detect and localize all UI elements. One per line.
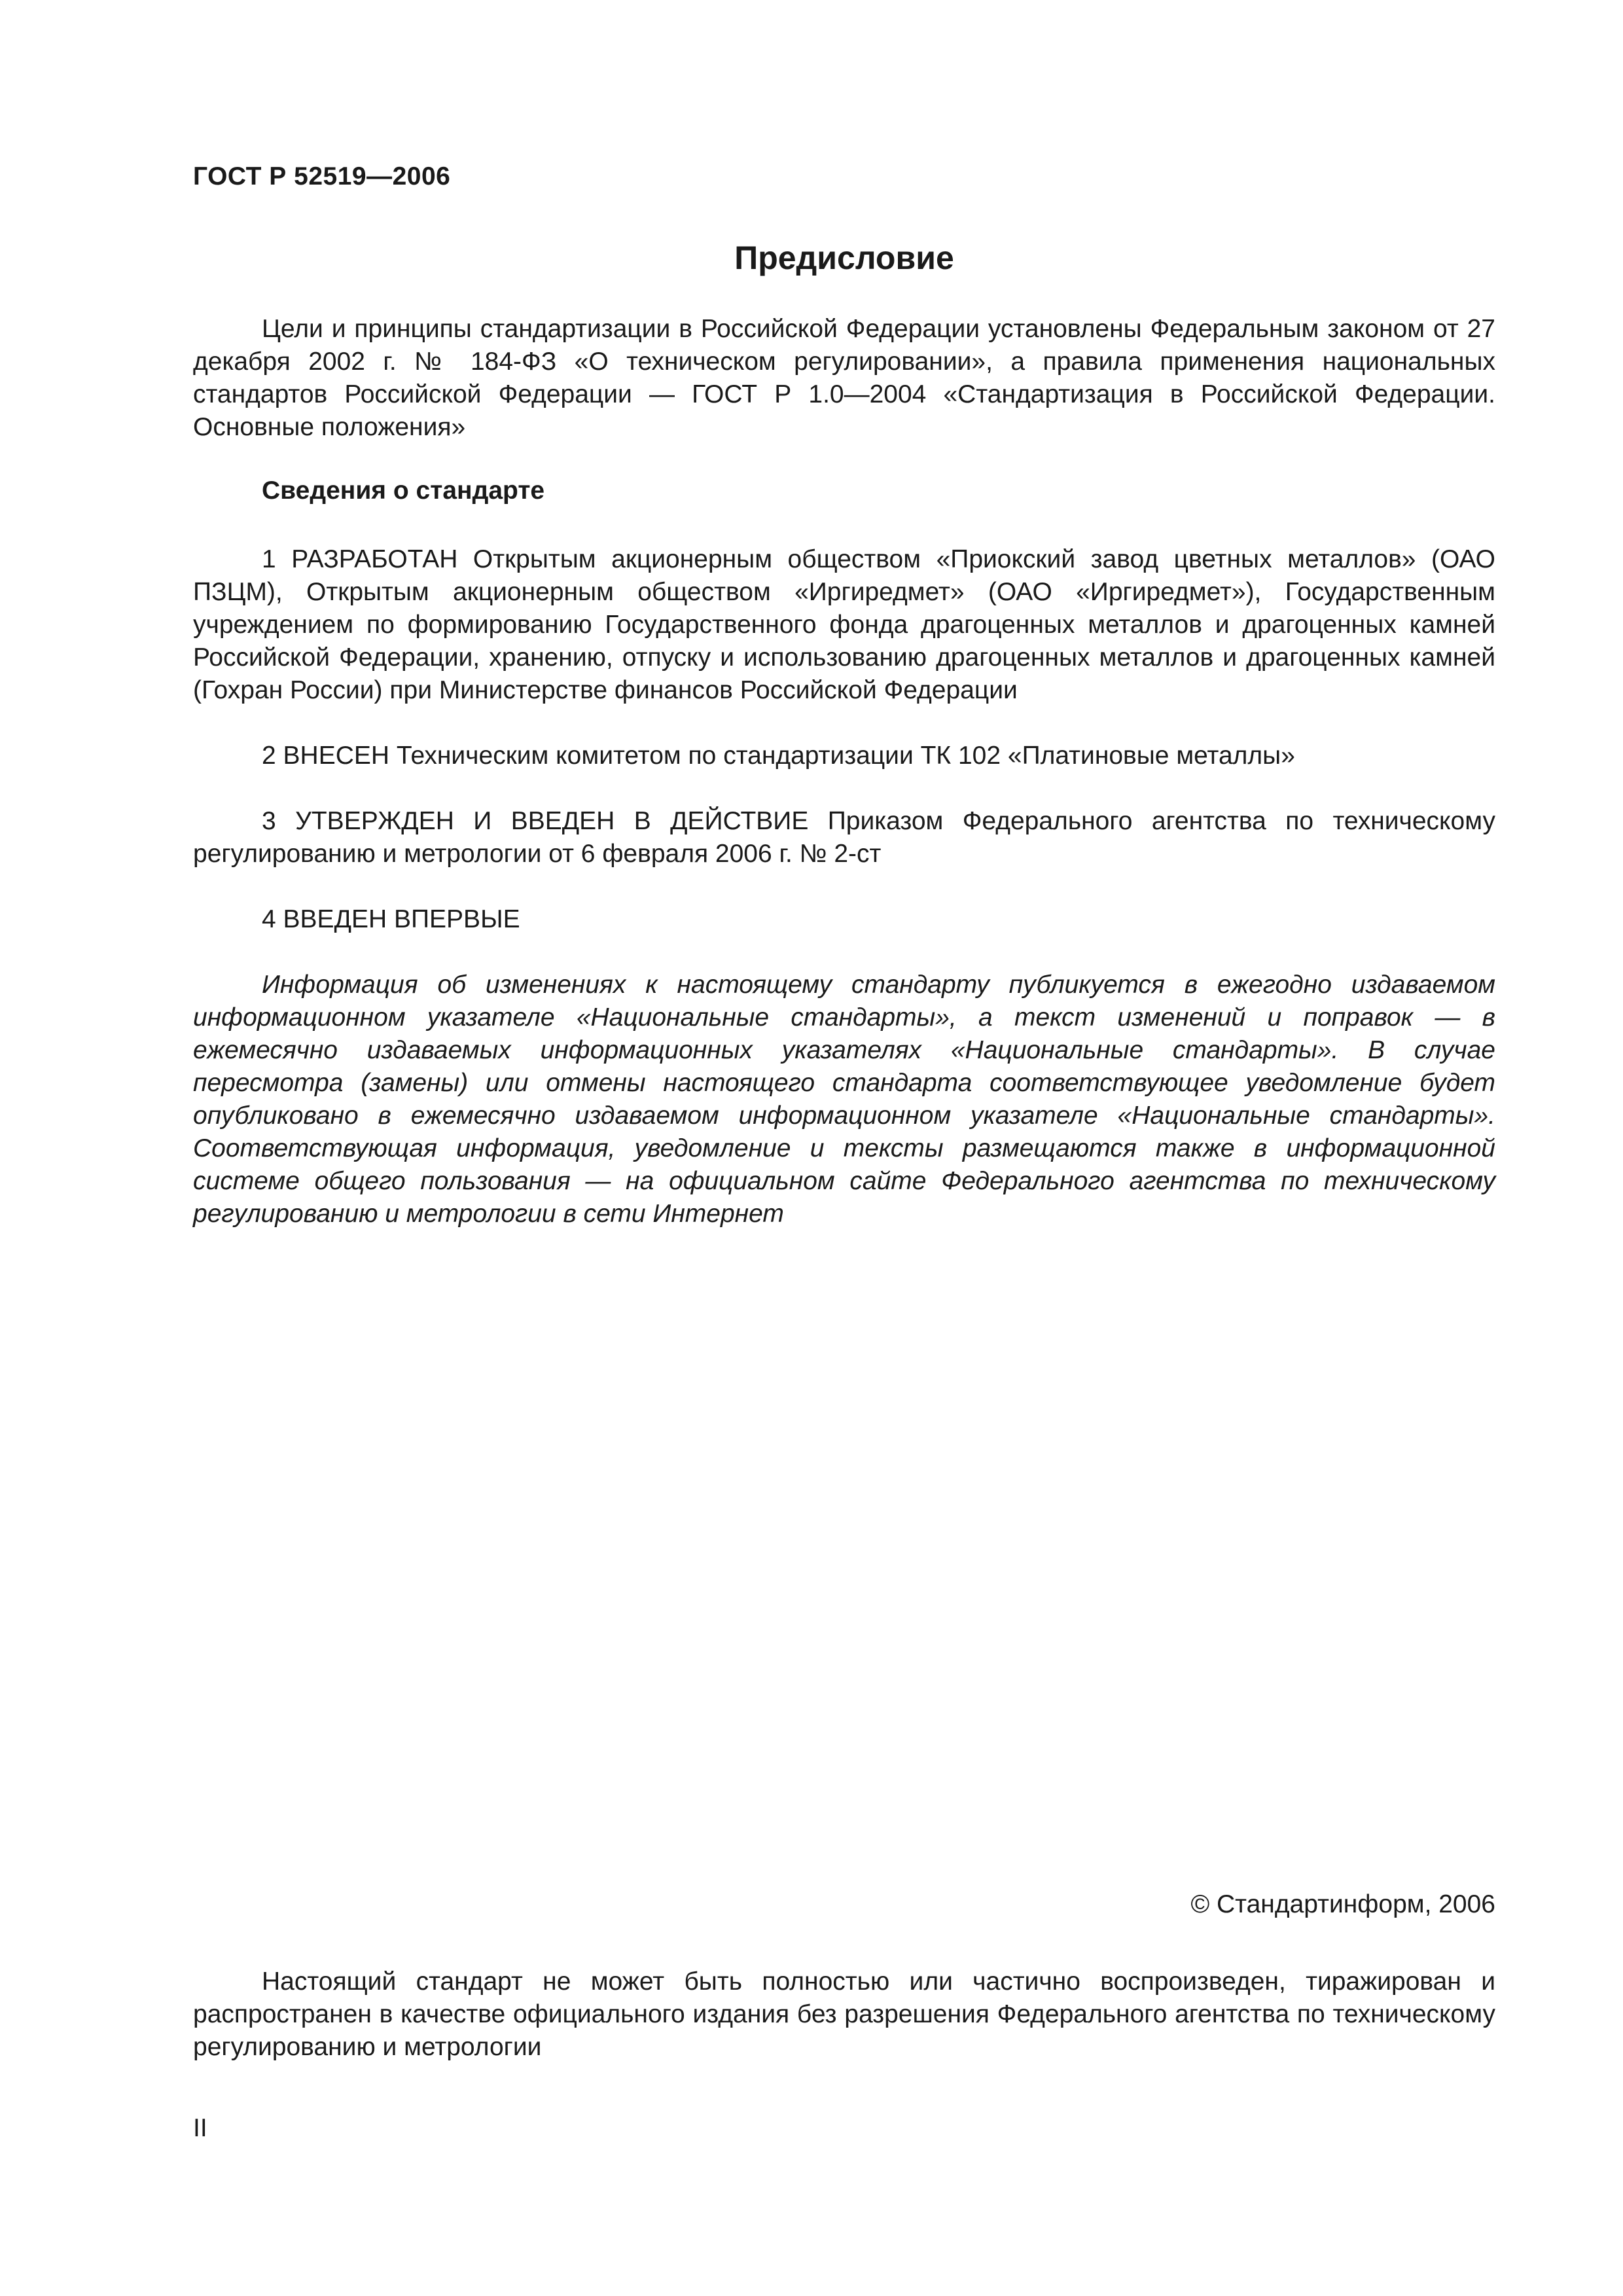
changes-info-paragraph: Информация об изменениях к настоящему стандарту публикуется в ежегодно издаваемом информационном указателе «Национальные стандарты», а текст изменений и поправок — в ежемесячно издаваемых информационных указателях «Национальные стандарты». В случае пересмотра (замены) или отмены настоящего стандарта соответствующее уведомление будет опубликовано в ежемесячно издаваемом информационном указателе «Национальные стандарты». Соответствующая информация, уведомление и тексты размещаются также в информационной системе общего пользования — на официальном сайте Федерального агентства по техническому регулированию и метрологии в сети Интернет (193, 971, 1495, 1228)
changes-info-section (193, 969, 1495, 1230)
document-code: ГОСТ Р 52519—2006 (193, 162, 451, 190)
standard-info-item-1 (193, 543, 1495, 707)
reproduction-notice-section (193, 1965, 1495, 2064)
standard-info-item-2 (193, 740, 1495, 772)
item-paragraph: 1 РАЗРАБОТАН Открытым акционерным обществом «Приокский завод цветных металлов» (ОАО ПЗЦМ), Открытым акционерным обществом «Иргиредмет» (ОАО «Иргиредмет»), Государственным учреждением по формированию Государственного фонда драгоценных металлов и драгоценных камней Российской Федерации, хранению, отпуску и использованию драгоценных металлов и драгоценных камней (Гохран России) при Министерстве финансов Российской Федерации (193, 545, 1495, 704)
page-number: II (193, 2114, 207, 2142)
item-paragraph: 3 УТВЕРЖДЕН И ВВЕДЕН В ДЕЙСТВИЕ Приказом Федерального агентства по техническому регулированию и метрологии от 6 февраля 2006 г. № 2-ст (193, 807, 1495, 868)
section-heading: Сведения о стандарте (262, 476, 545, 505)
reproduction-notice: Настоящий стандарт не может быть полностью или частично воспроизведен, тиражирован и распространен в качестве официального издания без разрешения Федерального агентства по техническому регулированию и метрологии (193, 1967, 1495, 2061)
item-paragraph: 2 ВНЕСЕН Техническим комитетом по стандартизации ТК 102 «Платиновые металлы» (262, 742, 1295, 770)
page-title: Предисловие (734, 240, 954, 276)
intro-section (193, 313, 1495, 444)
copyright-notice: © Стандартинформ, 2006 (1190, 1890, 1495, 1918)
standard-info-item-3 (193, 805, 1495, 870)
standard-info-item-4 (193, 903, 1495, 936)
intro-paragraph: Цели и принципы стандартизации в Российской Федерации установлены Федеральным законом от 27 декабря 2002 г. № 184-ФЗ «О техническом регулировании», а правила применения национальных стандартов Российской Федерации — ГОСТ Р 1.0—2004 «Стандартизация в Российской Федерации. Основные положения» (193, 315, 1495, 441)
item-paragraph: 4 ВВЕДЕН ВПЕРВЫЕ (262, 905, 520, 933)
